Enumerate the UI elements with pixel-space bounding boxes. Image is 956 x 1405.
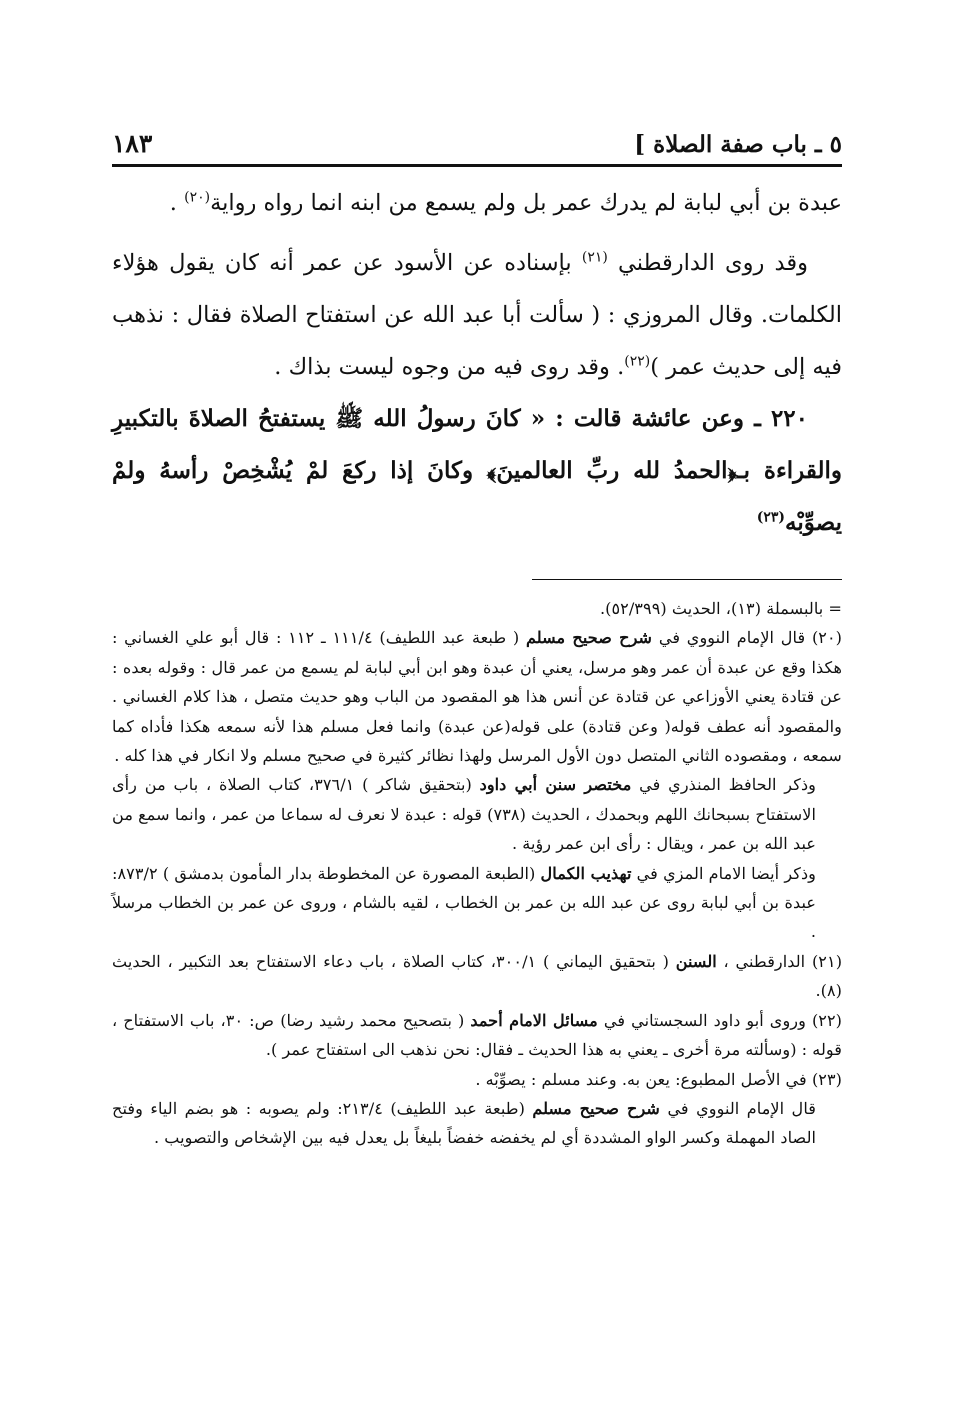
footnote-number: (٢٠): [811, 628, 842, 648]
chapter-title: ٥ ـ باب صفة الصلاة ]: [634, 131, 842, 158]
page-number: ١٨٣: [112, 129, 153, 158]
footnote-21: (٢١) الدارقطني ، السنن ( بتحقيق اليماني ) ٣٠٠/١، كتاب الصلاة ، باب دعاء الاستفتاح بعد التكبير ، الحديث (٨).: [112, 951, 843, 1001]
footnote-23: (٢٣) في الأصل المطبوع: يعن به. وعند مسلم : يصوِّبْه . قال الإمام النووي في شرح صحيح مسلم (طبعة عبد اللطيف) ٢١٣/٤: ولم يصوبه : هو بضم الياء وفتح الصاد المهملة وكسر الواو المشددة أي لم يخفضه خفضاً بليغاً بل يعدل فيه بين الإشخاص والتصويب .: [112, 1069, 842, 1148]
header-rule: [112, 164, 842, 167]
footnote-ref-22[interactable]: (٢٢): [624, 353, 651, 370]
book-title: مسائل الامام أحمد: [470, 1010, 598, 1030]
page-header: [112, 118, 842, 158]
book-title: السنن: [675, 951, 717, 971]
book-title: تهذيب الكمال: [540, 863, 632, 883]
footnote-ref-20[interactable]: (٢٠): [184, 189, 211, 206]
footnote-ref-23[interactable]: (٢٣): [756, 509, 786, 526]
book-page: [112, 118, 842, 1153]
footnote-22: (٢٢) وروى أبو داود السجستاني في مسائل الامام أحمد ( بتصحيح محمد رشيد رضا) ص: ٣٠، باب الاستفتاح ، قوله : (وسألته مرة أخرى ـ يعني به هذا الحديث ـ فقال: نحن نذهب الى استفتاح عمر ).: [112, 1010, 842, 1060]
hadith-220: ٢٢٠ ـ وعن عائشة قالت : « كانَ رسولُ الله ﷺ يستفتحُ الصلاةَ بالتكبيرِ والقراءة بـ﴿الحمدُ لله ربِّ العالمينَ﴾ وكانَ إذا ركعَ لمْ يُشْخِصْ رأسهُ ولمْ يصوِّبْه$^{(٢٣)}$: [112, 405, 842, 536]
footnote-separator: [532, 579, 842, 580]
book-title: مختصر سنن أبي داود: [479, 775, 632, 795]
footnote-number: (٢١): [811, 951, 843, 971]
main-text: [112, 177, 842, 549]
footnote-continuation: = بالبسملة (١٣)، الحديث (٥٢/٣٩٩).: [600, 599, 842, 618]
footnote-number: (٢٢): [811, 1010, 842, 1030]
footnote-20: (٢٠) قال الإمام النووي في شرح صحيح مسلم ( طبعة عبد اللطيف) ١١١/٤ ـ ١١٢ : قال أبو علي الغساني : هكذا وقع عن عبدة أن عمر وهو مرسل، يعني أن عبدة وهو ابن أبي لبابة لم يسمع من عمر قال : وقوله بعده : عن قتادة يعني الأوزاعي عن قتادة عن أنس هذا هو المقصود من الباب وهو حديث متصل ، هذا كلام الغساني . والمقصود أنه عطف قوله( وعن قتادة) على قوله(عن عبدة) وانما فعل مسلم هذا لأنه سمعه هكذا فأداه كما سمعه ، ومقصوده الثاني المتصل دون الأول المرسل ولهذا نظائر كثيرة في صحيح مسلم ولا انكار في هذا كله . وذكر الحافظ المنذري في مختصر سنن أبي داود (بتحقيق شاكر ) ٣٧٦/١، كتاب الصلاة ، باب من رأى الاستفتاح بسبحانك اللهم وبحمدك ، الحديث (٧٣٨) قوله : عبدة لا نعرف له سماعا من عمر ، وانما سمع من عبد الله بن عمر ، ويقال : رأى ابن عمر رؤية . وذكر أيضا الامام المزي في تهذيب الكمال (الطبعة المصورة عن المخطوطة بدار المأمون بدمشق ) ٨٧٣/٢: عبدة بن أبي لبابة روى عن عبد الله بن عمر بن الخطاب ، لقيه بالشام ، وروى عن عمر بن الخطاب مرسلاً .: [112, 628, 842, 942]
footnote-number: (٢٣): [811, 1069, 842, 1089]
book-title: شرح صحيح مسلم: [532, 1098, 660, 1118]
book-title: شرح صحيح مسلم: [525, 628, 653, 648]
body-line-1: عبدة بن أبي لبابة لم يدرك عمر بل ولم يسمع من ابنه انما رواه رواية$^{(٢٠)}$ .: [169, 189, 842, 216]
footnote-ref-21[interactable]: (٢١): [581, 249, 608, 266]
footnotes: [112, 594, 842, 1153]
body-paragraph-2: وقد روى الدارقطني $^{(٢١)}$ بإسناده عن الأسود عن عمر أنه كان يقول هؤلاء الكلمات. وقال المروزي : ( سألت أبا عبد الله عن استفتاح الصلاة فقال : نذهب فيه إلى حديث عمر )$^{(٢٢)}$. وقد روى فيه من وجوه ليست بذاك .: [112, 249, 842, 380]
